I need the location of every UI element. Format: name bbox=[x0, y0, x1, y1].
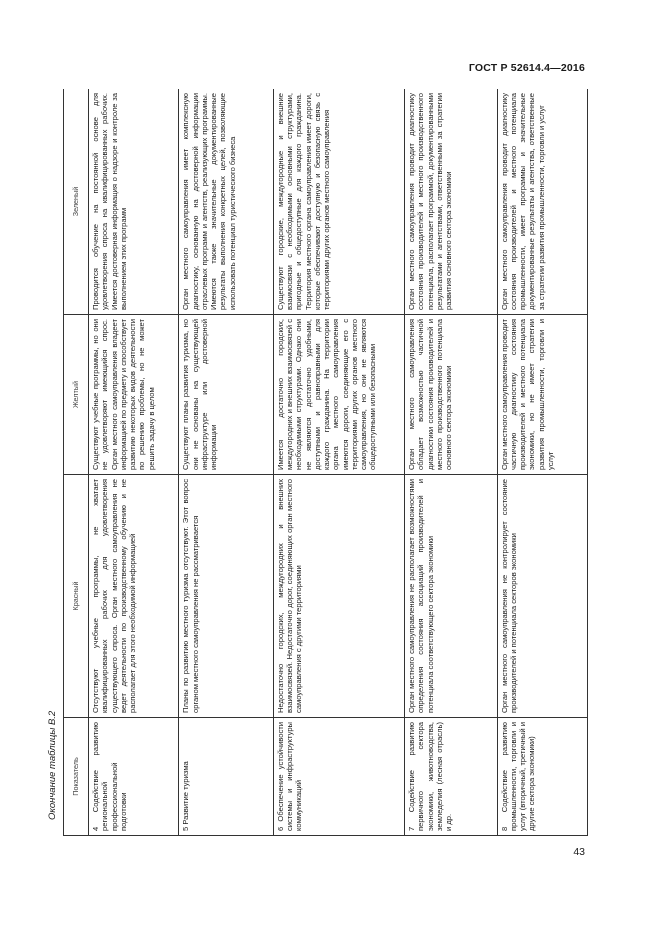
green-cell: Орган местного самоуправления проводит диагностику состояния производителей и местного потенциала промышленности, имеет программы и значительные документированные результаты и агентства, ответственные за стратегии развития промышленности, торговли и услуг bbox=[497, 89, 587, 315]
green-cell: Проводится обучение на постоянной основе для удовлетворения спроса на квалифицированных рабочих. Имеется достоверная информация о надзоре и контроле за выполнением этих программ bbox=[89, 89, 179, 315]
green-cell: Орган местного самоуправления имеет комплексную диагностику, основанную на достоверной информации отраслевых программ и агентств, реализующих программы. Имеются также значительные документированные результаты выполнения конкретных целей, позволяющие использовать потенциал туристического бизнеса bbox=[179, 89, 274, 315]
table-row bbox=[179, 89, 274, 836]
header-green: Зеленый bbox=[64, 89, 89, 315]
red-cell: Планы по развитию местного туризма отсутствуют. Этот вопрос органом местного самоуправления не рассматривается bbox=[179, 475, 274, 718]
header-red: Красный bbox=[64, 475, 89, 718]
rotated-table-container bbox=[63, 89, 588, 836]
indicator-cell: 4 Содействие развитию региональной профессиональной подготовки bbox=[89, 718, 179, 836]
red-cell: Орган местного самоуправления не располагает возможностями определения состояния ассоциаций производителей и потенциала соответствующего сектора экономики bbox=[405, 475, 497, 718]
green-cell: Орган местного самоуправления проводит диагностику состояния производителей и местного производственного потенциала, располагает программой, документированными результатами и агентствами, ответственными за стратегии развития основного сектора экономики bbox=[405, 89, 497, 315]
yellow-cell: Существуют учебные программы, но они не удовлетворяют имеющийся спрос. Орган местного самоуправления владеет информацией по предмету и способствует развитию некоторых видов деятельности по решению проблемы, но не может решить задачу в целом bbox=[89, 315, 179, 475]
red-cell: Орган местного самоуправления не контролирует состояние производителей и потенциала секторов экономики bbox=[497, 475, 587, 718]
indicator-cell: 5 Развитие туризма bbox=[179, 718, 274, 836]
yellow-cell: Имеется достаточно городских, междугородних и внешних взаимосвязей с необходимыми структурами. Однако они не являются достаточно удобными, доступными и равноправными для каждого гражданина. На территории органа местного самоуправления имеются дороги, соединяющие его с территориями других органов местного самоуправления, но они не являются общедоступными или безопасными bbox=[273, 315, 404, 475]
table-row bbox=[273, 89, 404, 836]
green-cell: Существуют городские, междугородные и внешние взаимосвязи с необходимыми основными структурами, пригодные и общедоступные для каждого гражданина. Территория местного органа самоуправления имеет дороги, которые обеспечивают доступную и безопасную связь с территориями других органов местного самоуправления bbox=[273, 89, 404, 315]
header-indicator: Показатель bbox=[64, 718, 89, 836]
red-cell: Отсутствуют учебные программы, не хватает квалифицированных рабочих для удовлетворения существующего спроса. Орган местного самоуправления не ведет деятельности по производственному обучению и не располагает для этого необходимой информацией bbox=[89, 475, 179, 718]
indicator-cell: 8 Содействие развитию промышленности, торговли и услуг (вторичный, третичный и другие сектора экономики) bbox=[497, 718, 587, 836]
yellow-cell: Орган местного самоуправления проводит частичную диагностику состояния производителей и местного потенциала экономики, но не имеет стратегии развития промышленности, торговли и услуг bbox=[497, 315, 587, 475]
red-cell: Недостаточно городских, междугородних и внешних взаимосвязей. Недостаточно дорог, соединяющих орган местного самоуправления с другими территориями bbox=[273, 475, 404, 718]
document-header: ГОСТ Р 52614.4—2016 bbox=[468, 62, 585, 74]
table-row bbox=[89, 89, 179, 836]
page-number: 43 bbox=[573, 846, 585, 858]
indicator-cell: 7 Содействие развитию первичного сектора экономики, животноводства, земледелия (лесная отрасль) и др. bbox=[405, 718, 497, 836]
indicator-cell: 6 Обеспечение устойчивости системы и инфраструктуры коммуникаций bbox=[273, 718, 404, 836]
yellow-cell: Орган местного самоуправления обладает возможностью частичной диагностики состояния производителей и местного производственного потенциала основного сектора экономики bbox=[405, 315, 497, 475]
table-row bbox=[405, 89, 497, 836]
table-row bbox=[497, 89, 587, 836]
yellow-cell: Существуют планы развития туризма, но они не основаны на существующей инфраструктуре или достоверной информации bbox=[179, 315, 274, 475]
criteria-table bbox=[63, 89, 588, 836]
table-header-row bbox=[64, 89, 89, 836]
table-caption: Окончание таблицы В.2 bbox=[47, 710, 58, 820]
rotated-table bbox=[63, 89, 588, 836]
header-yellow: Желтый bbox=[64, 315, 89, 475]
